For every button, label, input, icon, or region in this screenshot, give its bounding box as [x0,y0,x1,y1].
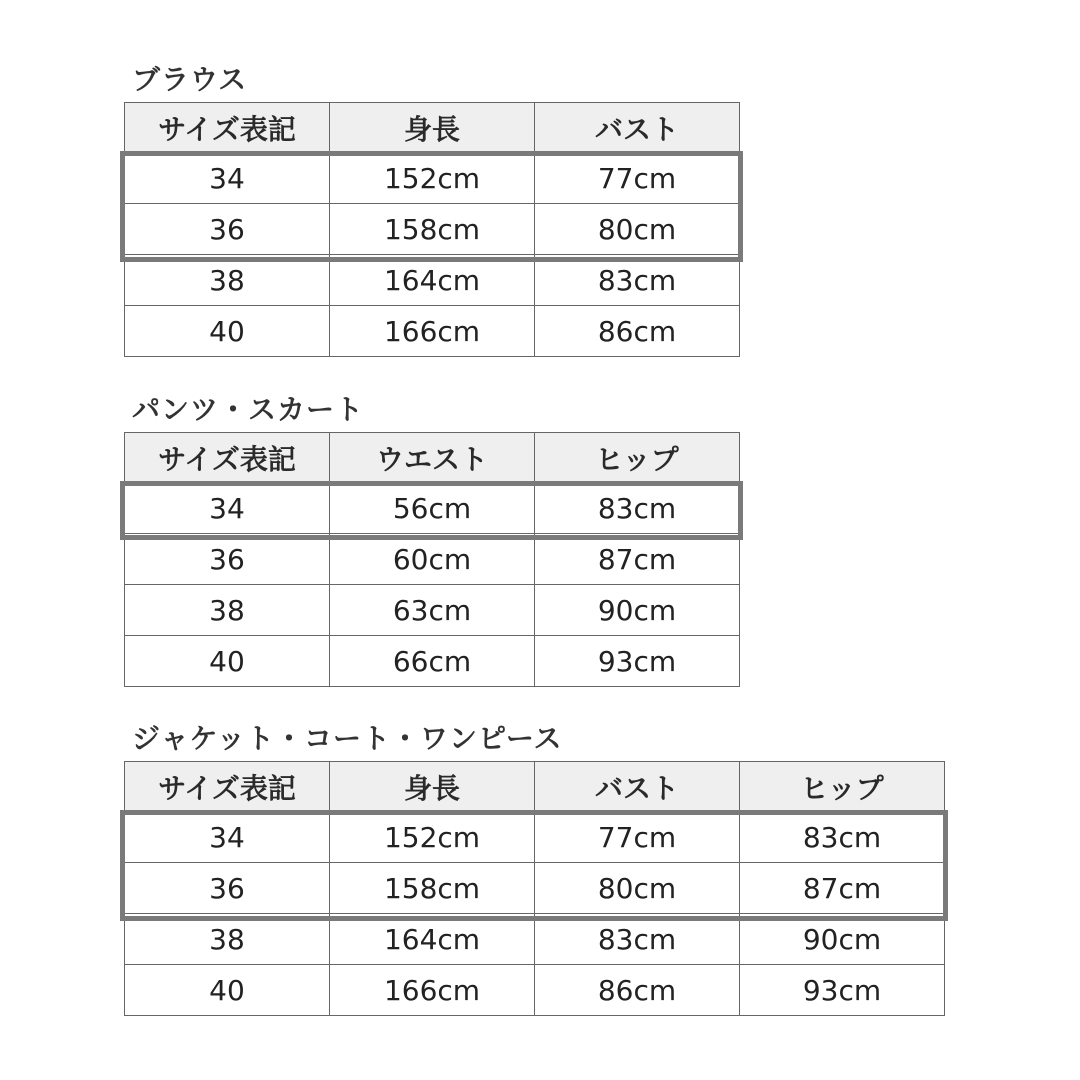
cell-height: 166cm [330,965,535,1016]
table-row [125,204,740,255]
table-row [125,585,740,636]
cell-size: 38 [125,585,330,636]
pants-size-table [124,432,740,687]
jacket-section [124,722,945,1016]
header-height: 身長 [330,762,535,812]
cell-size: 36 [125,863,330,914]
cell-hip: 83cm [740,812,945,863]
table-row [125,255,740,306]
cell-hip: 90cm [535,585,740,636]
table-row [125,914,945,965]
cell-hip: 83cm [535,483,740,534]
cell-size: 40 [125,636,330,687]
header-size: サイズ表記 [125,433,330,483]
table-header-row [125,433,740,483]
cell-hip: 93cm [535,636,740,687]
cell-size: 34 [125,483,330,534]
table-row [125,636,740,687]
header-size: サイズ表記 [125,103,330,153]
header-waist: ウエスト [330,433,535,483]
header-hip: ヒップ [535,433,740,483]
cell-size: 36 [125,204,330,255]
cell-hip: 87cm [740,863,945,914]
cell-size: 34 [125,153,330,204]
cell-bust: 77cm [535,153,740,204]
table-row [125,306,740,357]
cell-height: 152cm [330,153,535,204]
blouse-section [124,63,740,357]
cell-size: 40 [125,306,330,357]
table-row [125,965,945,1016]
table-header-row [125,103,740,153]
cell-waist: 56cm [330,483,535,534]
header-size: サイズ表記 [125,762,330,812]
blouse-title: ブラウス [132,63,248,96]
table-row [125,812,945,863]
cell-height: 164cm [330,255,535,306]
table-row [125,863,945,914]
cell-waist: 63cm [330,585,535,636]
cell-bust: 83cm [535,914,740,965]
table-row [125,483,740,534]
cell-height: 152cm [330,812,535,863]
pants-title: パンツ・スカート [132,393,365,426]
cell-bust: 80cm [535,204,740,255]
cell-height: 164cm [330,914,535,965]
cell-hip: 93cm [740,965,945,1016]
table-header-row [125,762,945,812]
cell-height: 166cm [330,306,535,357]
cell-hip: 87cm [535,534,740,585]
cell-size: 38 [125,255,330,306]
cell-height: 158cm [330,204,535,255]
header-hip: ヒップ [740,762,945,812]
cell-bust: 77cm [535,812,740,863]
jacket-size-table [124,761,945,1016]
table-row [125,534,740,585]
cell-size: 36 [125,534,330,585]
cell-bust: 80cm [535,863,740,914]
jacket-title: ジャケット・コート・ワンピース [132,722,563,755]
cell-bust: 86cm [535,965,740,1016]
cell-waist: 66cm [330,636,535,687]
header-bust: バスト [535,103,740,153]
cell-bust: 83cm [535,255,740,306]
pants-section [124,393,740,687]
cell-waist: 60cm [330,534,535,585]
table-row [125,153,740,204]
header-bust: バスト [535,762,740,812]
cell-height: 158cm [330,863,535,914]
cell-bust: 86cm [535,306,740,357]
cell-hip: 90cm [740,914,945,965]
blouse-size-table [124,102,740,357]
cell-size: 34 [125,812,330,863]
cell-size: 38 [125,914,330,965]
cell-size: 40 [125,965,330,1016]
header-height: 身長 [330,103,535,153]
